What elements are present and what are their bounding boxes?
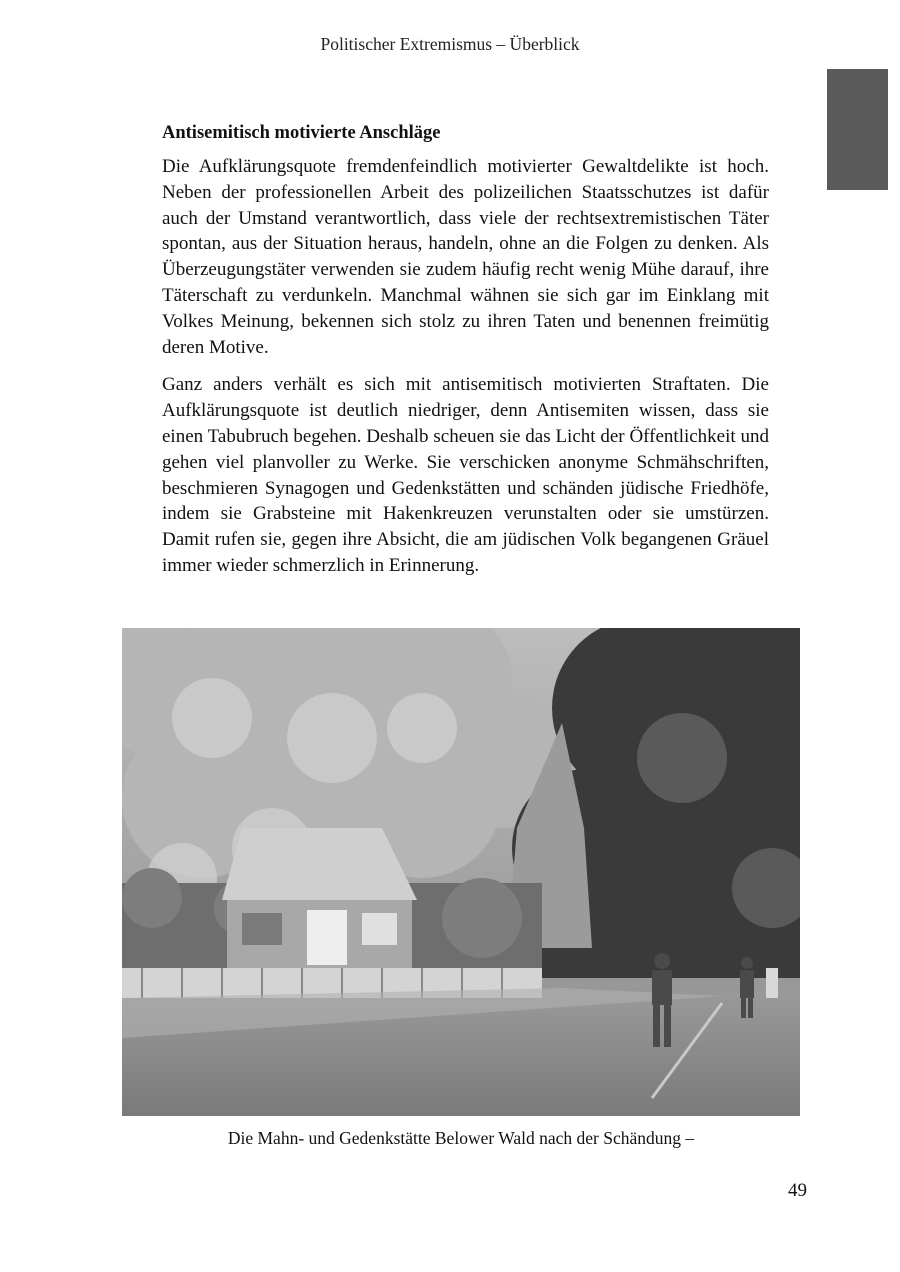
chapter-thumb-tab	[827, 69, 888, 190]
section-heading: Antisemitisch motivierte Anschläge	[162, 123, 441, 143]
paragraph-1: Die Aufklärungsquote fremdenfeindlich motivierter Gewaltdelikte ist hoch. Neben der professionellen Arbeit des polizeilichen Staatsschutzes ist dafür auch der Umstand verantwortlich, dass viele der rechtsextremistischen Täter spontan, aus der Situation heraus, handeln, ohne an die Folgen zu denken. Als Überzeugungstäter verwenden sie zudem häufig recht wenig Mühe darauf, ihre Täterschaft zu verdunkeln. Manchmal wähnen sie sich gar im Einklang mit Volkes Meinung, bekennen sich stolz zu ihren Taten und benennen freimütig deren Motive.	[162, 156, 769, 358]
text-column	[162, 120, 769, 591]
figure-caption: Die Mahn- und Gedenkstätte Belower Wald nach der Schändung –	[227, 1128, 695, 1148]
page-number: 49	[788, 1180, 807, 1201]
memorial-photo	[122, 628, 800, 1116]
paragraph-2: Ganz anders verhält es sich mit antisemitisch motivierten Straftaten. Die Aufklärungsquote ist deutlich niedriger, denn Antisemiten wissen, dass sie einen Tabubruch begehen. Deshalb scheuen sie das Licht der Öffentlichkeit und gehen viel planvoller zu Werke. Sie verschicken anonyme Schmähschriften, beschmieren Synagogen und Gedenkstätten und schänden jüdische Friedhöfe, indem sie Grabsteine mit Hakenkreuzen verunstalten oder sie umstürzen. Damit rufen sie, gegen ihre Absicht, die am jüdischen Volk begangenen Gräuel immer wieder schmerzlich in Erinnerung.	[162, 374, 769, 576]
running-header: Politischer Extremismus – Überblick	[320, 34, 580, 54]
